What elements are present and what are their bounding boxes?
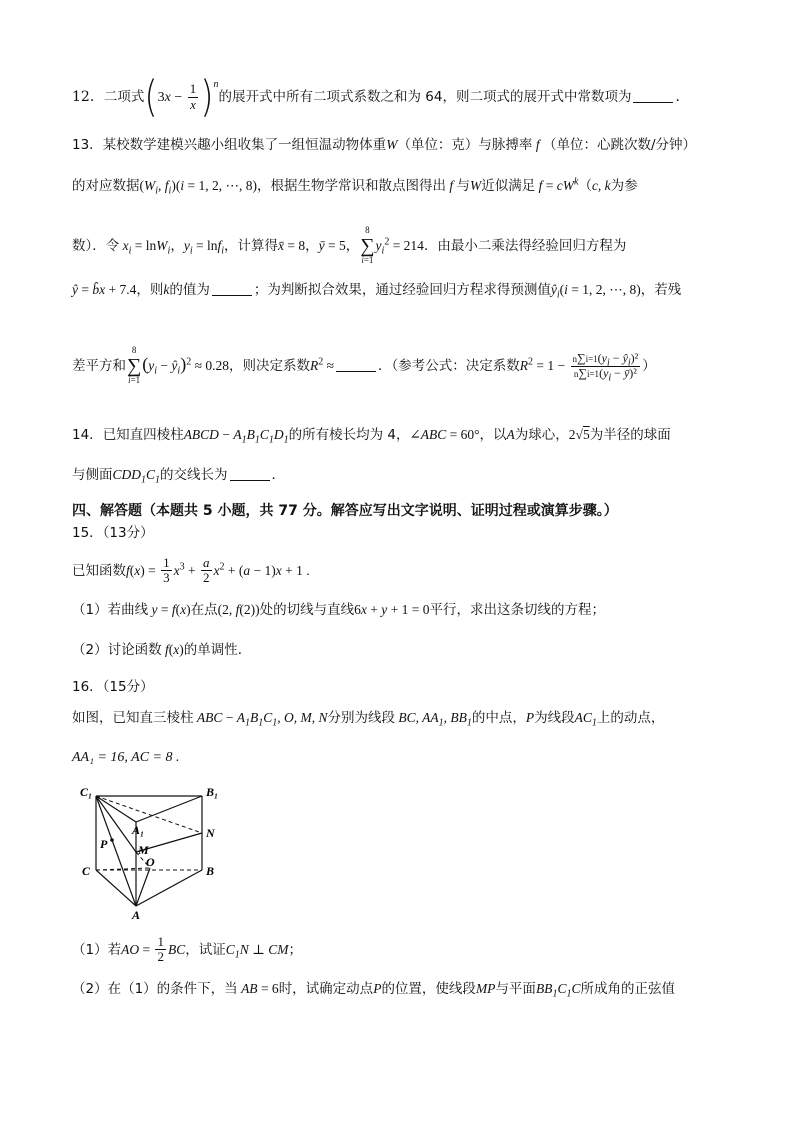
q16-text: 所成角的正弦值 bbox=[580, 981, 675, 997]
q16-text: ； bbox=[288, 941, 302, 958]
q16-text: 上的动点， bbox=[596, 710, 665, 726]
q13-text: 为参 bbox=[610, 178, 638, 194]
q14-answer-blank[interactable] bbox=[230, 466, 270, 481]
q15-text: （1）若曲线 bbox=[72, 602, 149, 618]
q12-line bbox=[72, 72, 690, 122]
q14-line1: 14．已知直四棱柱ABCD − $A_1B_1C_1D_1$的所有棱长均为 4，∠ABC = 60°，以A为球心，2√5为半径的球面 bbox=[72, 427, 671, 446]
label-n: N bbox=[206, 826, 215, 840]
q14-text: 已知直四棱柱 bbox=[102, 427, 184, 443]
q14-line2: 与侧面$CDD_1C_1$的交线长为 ． bbox=[72, 467, 286, 486]
point-p-dot bbox=[110, 838, 114, 842]
label-o: O bbox=[146, 855, 155, 869]
q13-text: ，计算得 bbox=[224, 238, 279, 254]
q15-header: 15．（13分） bbox=[72, 525, 154, 541]
q13-text: ， bbox=[305, 238, 319, 254]
prism-figure bbox=[72, 782, 232, 922]
q16-text: 时，试确定动点 bbox=[278, 981, 374, 997]
label-a1: A₁ bbox=[132, 823, 145, 837]
q15-text: 在点 bbox=[190, 602, 218, 618]
q13-text: ．由最小二乘法得经验回归方程为 bbox=[423, 238, 627, 254]
q13-text: （单位：克）与脉搏率 bbox=[397, 137, 533, 153]
q16-text: 为线段 bbox=[534, 710, 575, 726]
q13-number: 13． bbox=[72, 137, 103, 153]
q12-answer-blank[interactable] bbox=[633, 88, 673, 103]
q13-text: （单位：心跳次数/分钟） bbox=[542, 137, 697, 153]
q13-line3: 数）．令 $x_i = \ln W_i$，$y_i = \ln f_i$，计算得x̄ = 8，ȳ = 5，8 ∑ $i=1y_i^2 = 214$．由最小二乘法得经验回归方程为 bbox=[72, 225, 627, 265]
q16-text: （1）若 bbox=[72, 941, 122, 958]
q13-r2-formula: $\frac{n\sum i=1(y_i - ŷ_i)^2}{n\sum i=1(y_i - ȳ)^2}$ bbox=[572, 351, 639, 383]
q14-number: 14． bbox=[72, 427, 103, 443]
q14-text: ，以 bbox=[479, 427, 507, 443]
q15-text: 平行，求出这条切线的方程； bbox=[429, 602, 605, 618]
q14-text: 与侧面 bbox=[72, 467, 113, 483]
q16-part1: （1）若AO = $\frac{1}{2}$ BC，试证$C_1N$ ⊥ CM； bbox=[72, 934, 302, 965]
q13-text: 某校数学建模兴趣小组收集了一组恒温动物体重 bbox=[102, 137, 387, 153]
q16-text: 如图，已知直三棱柱 bbox=[72, 710, 194, 726]
q16-text: 与平面 bbox=[495, 981, 536, 997]
q16-text: （2）在（1）的条件下，当 bbox=[72, 981, 238, 997]
q16-text: 的中点， bbox=[471, 710, 526, 726]
q13-answer-blank-k[interactable] bbox=[212, 281, 252, 296]
q13-text: ，则决定系数 bbox=[229, 358, 310, 374]
q13-text: ， bbox=[170, 238, 184, 254]
q15-text: 已知函数 bbox=[72, 562, 126, 579]
q12-end: ． bbox=[675, 89, 690, 105]
q14-text: 的所有棱长均为 4， bbox=[288, 427, 410, 443]
q13-text: ，根据生物学常识和散点图得出 bbox=[256, 178, 446, 194]
label-p: P bbox=[100, 837, 108, 851]
q16-given: AA₁ = 16, AC = 8 . bbox=[72, 750, 180, 765]
q13-line4: ŷ = b̂x + 7.4，则k的值为 ；为判断拟合效果，通过经验回归方程求得预测值$ŷ_i(i = 1$, 2, ⋯, 8)，若残 bbox=[72, 282, 682, 301]
q12-binomial: (3x − $\frac{1}{x}$ )$^n$ bbox=[144, 72, 219, 122]
q15-text: 处的切线与直线 bbox=[259, 602, 355, 618]
q12-number: 12． bbox=[72, 89, 104, 105]
q14-text: 的交线长为 bbox=[160, 467, 228, 483]
label-c1: C₁ bbox=[80, 785, 93, 799]
q16-part2: （2）在（1）的条件下，当 AB = 6时，试确定动点P的位置，使线段MP与平面$BB_1C_1C$所成角的正弦值 bbox=[72, 981, 675, 1000]
q13-line2: 的对应数据($W_i$, $f_i)(i = 1$, 2, ⋯, 8)，根据生物学常识和散点图得出 f 与W近似满足 $f = cW^k(c$, k为参 bbox=[72, 176, 638, 197]
label-b1: B₁ bbox=[206, 785, 219, 799]
q14-text: 为球心， bbox=[514, 427, 569, 443]
q13-text: ．（参考公式：决定系数 bbox=[378, 358, 520, 374]
q13-text: 的对应数据 bbox=[72, 178, 140, 194]
q13-text: ， bbox=[345, 238, 360, 254]
q14-text: 为半径的球面 bbox=[589, 427, 671, 443]
q15-text: （2）讨论函数 bbox=[72, 642, 162, 658]
q13-text: ） bbox=[642, 358, 656, 374]
label-a: A bbox=[132, 908, 141, 922]
q16-text: 的位置，使线段 bbox=[381, 981, 476, 997]
label-b: B bbox=[206, 864, 215, 878]
q12-text-b: 的展开式中所有二项式系数之和为 64，则二项式的展开式中常数项为 bbox=[218, 89, 632, 105]
q13-text: （ bbox=[578, 178, 592, 194]
section-4-title: 四、解答题（本题共 5 小题，共 77 分。解答应写出文字说明、证明过程或演算步骤。） bbox=[72, 503, 618, 519]
q13-text: ，若残 bbox=[640, 282, 682, 298]
q12-text-a: 二项式 bbox=[103, 89, 145, 105]
q13-text: 的值为 bbox=[169, 282, 210, 298]
q16-header: 16．（15分） bbox=[72, 679, 154, 695]
q13-text: 差平方和 bbox=[72, 358, 126, 374]
q15-stem: 已知函数f(x) = $\frac{1}{3}$ $x^3$ + $\frac{a}{2}$ $x^2 + (a - 1)x + 1$ . bbox=[72, 555, 310, 586]
q13-text: ；为判断拟合效果，通过经验回归方程求得预测值 bbox=[253, 282, 551, 298]
label-m: M bbox=[138, 843, 149, 857]
q13-line1: 13．某校数学建模兴趣小组收集了一组恒温动物体重W（单位：克）与脉搏率 f （单位：心跳次数/分钟） bbox=[72, 137, 697, 153]
q13-text: 与 bbox=[456, 178, 470, 194]
q16-stem: 如图，已知直三棱柱 ABC − $A_1B_1C_1$, O, M, N分别为线段 BC, $AA_1$, $BB_1$的中点，P为线段$AC_1$上的动点， bbox=[72, 710, 665, 729]
q13-text: 数）．令 bbox=[72, 238, 120, 254]
q15-part1: （1）若曲线 y = f(x)在点(2, f(2))处的切线与直线6x + y + 1 = 0平行，求出这条切线的方程； bbox=[72, 602, 605, 618]
q16-text: 分别为线段 bbox=[327, 710, 396, 726]
q13-answer-blank-r2[interactable] bbox=[336, 357, 376, 372]
label-c: C bbox=[82, 864, 91, 878]
q15-part2: （2）讨论函数 f(x)的单调性． bbox=[72, 642, 252, 658]
q15-text: 的单调性． bbox=[183, 642, 252, 658]
q13-text: 近似满足 bbox=[481, 178, 536, 194]
q13-line5: 差平方和8 ∑ $i=1(y_i$ − $ŷ_i)^2 \approx 0.28$，则决定系数$R^2$ ≈ ．（参考公式：决定系数$R^2 = 1$ − $\frac{n\sum i=1(y_i - ŷ_i)^2}{n\sum i=1(y_i - ȳ)^2}$ ） bbox=[72, 345, 656, 385]
q14-text: ． bbox=[271, 467, 286, 483]
q16-text: ，试证 bbox=[185, 941, 226, 958]
q13-text: ，则 bbox=[136, 282, 164, 298]
